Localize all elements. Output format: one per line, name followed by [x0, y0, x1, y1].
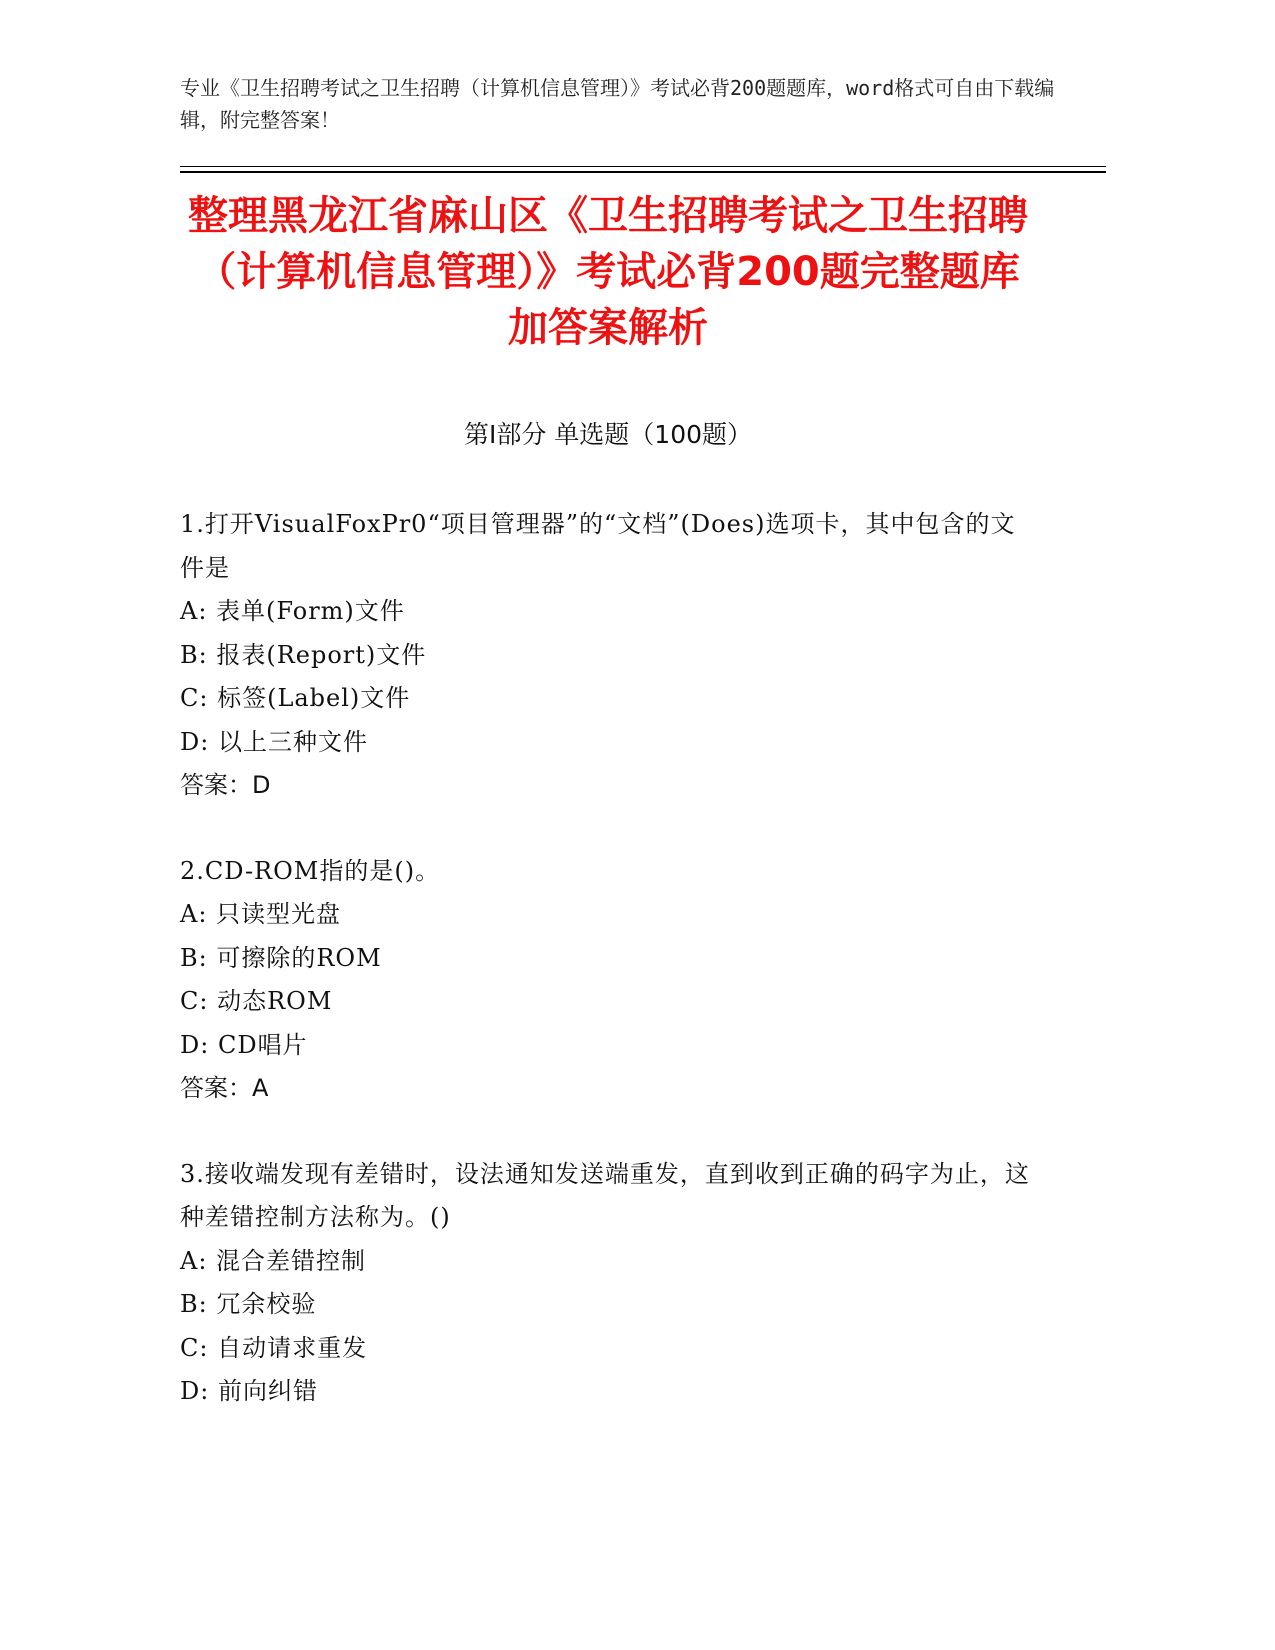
option-b: B: 可擦除的ROM: [180, 943, 382, 972]
document-title: 整理黑龙江省麻山区《卫生招聘考试之卫生招聘（计算机信息管理）》考试必背200题完整题库加答案解析: [188, 193, 1028, 351]
option-c: C: 自动请求重发: [180, 1333, 368, 1362]
option-a: A: 只读型光盘: [180, 900, 342, 928]
header-note: 专业《卫生招聘考试之卫生招聘（计算机信息管理）》考试必背200题题库，word格式可自由下载编辑，附完整答案！: [180, 76, 1055, 132]
section-title: 第Ⅰ部分 单选题（100题）: [463, 420, 753, 449]
question-2: [180, 850, 1036, 1111]
option-d: D: 以上三种文件: [180, 727, 368, 756]
question-list: [180, 503, 1036, 1456]
option-c: C: 动态ROM: [180, 987, 333, 1015]
option-c: C: 标签(Label)文件: [180, 684, 411, 712]
option-a: A: 混合差错控制: [180, 1246, 367, 1275]
option-d: D: 前向纠错: [180, 1377, 318, 1405]
question-stem: 1.打开VisualFoxPr0“项目管理器”的“文档”(Does)选项卡，其中包含的文件是: [180, 510, 1016, 582]
answer-line: 答案：A: [180, 1074, 269, 1102]
answer-line: 答案：D: [180, 771, 271, 799]
header-rule-thin: [180, 166, 1106, 167]
option-d: D: CD唱片: [180, 1030, 308, 1059]
option-a: A: 表单(Form)文件: [180, 597, 405, 625]
question-3: [180, 1153, 1036, 1414]
option-b: B: 报表(Report)文件: [180, 640, 427, 669]
header-rule-thick: [180, 171, 1106, 173]
question-stem: 2.CD-ROM指的是()。: [180, 856, 441, 885]
question-stem: 3.接收端发现有差错时，设法通知发送端重发，直到收到正确的码字为止，这种差错控制方法称为。(): [180, 1159, 1030, 1231]
question-1: [180, 503, 1036, 808]
option-b: B: 冗余校验: [180, 1290, 317, 1318]
